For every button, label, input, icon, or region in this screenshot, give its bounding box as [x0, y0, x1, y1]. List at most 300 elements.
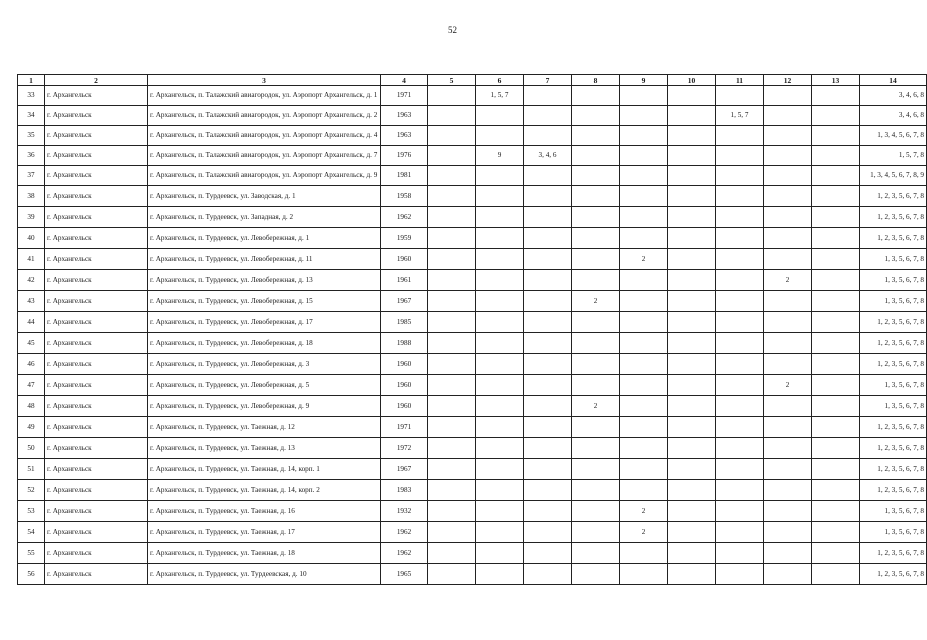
city-cell: г. Архангельск: [45, 354, 148, 375]
column-14-cell: 1, 2, 3, 5, 6, 7, 8: [860, 354, 927, 375]
column-12-cell: [764, 480, 812, 501]
column-8-cell: [572, 501, 620, 522]
column-9-cell: [620, 291, 668, 312]
column-12-cell: [764, 207, 812, 228]
city-cell: г. Архангельск: [45, 186, 148, 207]
table-row: [18, 522, 927, 543]
column-5-cell: [428, 146, 476, 166]
city-cell: г. Архангельск: [45, 438, 148, 459]
city-cell: г. Архангельск: [45, 501, 148, 522]
column-7-cell: [524, 417, 572, 438]
table-row: [18, 166, 927, 186]
address-cell: г. Архангельск, п. Талажский авиагородок, ул. Аэропорт Архангельск, д. 7: [148, 146, 381, 166]
column-11-cell: [716, 207, 764, 228]
column-9-cell: [620, 312, 668, 333]
table-row: [18, 438, 927, 459]
column-7-cell: [524, 438, 572, 459]
table-row: [18, 312, 927, 333]
column-14-cell: 1, 3, 4, 5, 6, 7, 8, 9: [860, 166, 927, 186]
column-9-cell: [620, 459, 668, 480]
column-8-cell: [572, 417, 620, 438]
column-5-cell: [428, 396, 476, 417]
city-cell: г. Архангельск: [45, 543, 148, 564]
column-14-cell: 1, 3, 4, 5, 6, 7, 8: [860, 126, 927, 146]
column-13-cell: [812, 126, 860, 146]
column-11-cell: [716, 126, 764, 146]
year-cell: 1967: [381, 459, 428, 480]
table-row: [18, 564, 927, 585]
city-cell: г. Архангельск: [45, 228, 148, 249]
column-12-cell: [764, 501, 812, 522]
column-10-cell: [668, 106, 716, 126]
table-row: [18, 333, 927, 354]
column-11-cell: [716, 291, 764, 312]
column-8-cell: [572, 438, 620, 459]
column-8-cell: [572, 228, 620, 249]
column-6-cell: [476, 522, 524, 543]
column-11-cell: [716, 543, 764, 564]
column-5-cell: [428, 270, 476, 291]
column-9-cell: 2: [620, 249, 668, 270]
column-11-cell: [716, 459, 764, 480]
column-10-cell: [668, 354, 716, 375]
column-12-cell: 2: [764, 375, 812, 396]
year-cell: 1960: [381, 396, 428, 417]
row-number-cell: 36: [18, 146, 45, 166]
city-cell: г. Архангельск: [45, 417, 148, 438]
column-7-cell: [524, 166, 572, 186]
column-14-cell: 1, 3, 5, 6, 7, 8: [860, 396, 927, 417]
table-row: [18, 146, 927, 166]
column-8-cell: [572, 270, 620, 291]
row-number-cell: 56: [18, 564, 45, 585]
row-number-cell: 49: [18, 417, 45, 438]
address-cell: г. Архангельск, п. Талажский авиагородок, ул. Аэропорт Архангельск, д. 2: [148, 106, 381, 126]
city-cell: г. Архангельск: [45, 86, 148, 106]
row-number-cell: 41: [18, 249, 45, 270]
year-cell: 1960: [381, 354, 428, 375]
column-10-cell: [668, 543, 716, 564]
column-11-cell: 1, 5, 7: [716, 106, 764, 126]
year-cell: 1985: [381, 312, 428, 333]
column-6-cell: [476, 249, 524, 270]
column-header-6: 6: [476, 75, 524, 86]
row-number-cell: 50: [18, 438, 45, 459]
column-8-cell: [572, 106, 620, 126]
column-13-cell: [812, 354, 860, 375]
column-10-cell: [668, 186, 716, 207]
column-7-cell: [524, 480, 572, 501]
column-9-cell: [620, 106, 668, 126]
city-cell: г. Архангельск: [45, 166, 148, 186]
column-14-cell: 1, 3, 5, 6, 7, 8: [860, 375, 927, 396]
column-9-cell: [620, 207, 668, 228]
column-12-cell: [764, 249, 812, 270]
column-5-cell: [428, 564, 476, 585]
table-row: [18, 106, 927, 126]
city-cell: г. Архангельск: [45, 564, 148, 585]
column-5-cell: [428, 228, 476, 249]
column-13-cell: [812, 228, 860, 249]
column-13-cell: [812, 86, 860, 106]
column-10-cell: [668, 166, 716, 186]
column-14-cell: 1, 2, 3, 5, 6, 7, 8: [860, 417, 927, 438]
row-number-cell: 40: [18, 228, 45, 249]
column-6-cell: [476, 564, 524, 585]
column-11-cell: [716, 522, 764, 543]
column-14-cell: 1, 2, 3, 5, 6, 7, 8: [860, 543, 927, 564]
address-cell: г. Архангельск, п. Турдеевск, ул. Таежная, д. 13: [148, 438, 381, 459]
column-5-cell: [428, 480, 476, 501]
address-cell: г. Архангельск, п. Турдеевск, ул. Левобережная, д. 17: [148, 312, 381, 333]
column-7-cell: [524, 207, 572, 228]
column-7-cell: [524, 249, 572, 270]
column-5-cell: [428, 417, 476, 438]
column-12-cell: [764, 438, 812, 459]
column-8-cell: [572, 522, 620, 543]
year-cell: 1981: [381, 166, 428, 186]
year-cell: 1962: [381, 522, 428, 543]
column-7-cell: [524, 312, 572, 333]
column-6-cell: [476, 126, 524, 146]
column-12-cell: [764, 146, 812, 166]
column-14-cell: 1, 2, 3, 5, 6, 7, 8: [860, 312, 927, 333]
column-header-1: 1: [18, 75, 45, 86]
column-12-cell: 2: [764, 270, 812, 291]
column-6-cell: 1, 5, 7: [476, 86, 524, 106]
row-number-cell: 34: [18, 106, 45, 126]
column-10-cell: [668, 207, 716, 228]
column-5-cell: [428, 126, 476, 146]
column-14-cell: 1, 2, 3, 5, 6, 7, 8: [860, 459, 927, 480]
column-5-cell: [428, 166, 476, 186]
page-number: 52: [448, 25, 457, 35]
column-8-cell: [572, 564, 620, 585]
table-row: [18, 126, 927, 146]
column-12-cell: [764, 186, 812, 207]
column-14-cell: 1, 2, 3, 5, 6, 7, 8: [860, 564, 927, 585]
row-number-cell: 44: [18, 312, 45, 333]
address-cell: г. Архангельск, п. Турдеевск, ул. Левобережная, д. 11: [148, 249, 381, 270]
column-6-cell: [476, 207, 524, 228]
column-12-cell: [764, 86, 812, 106]
column-5-cell: [428, 459, 476, 480]
column-header-7: 7: [524, 75, 572, 86]
row-number-cell: 55: [18, 543, 45, 564]
table-row: [18, 270, 927, 291]
column-13-cell: [812, 375, 860, 396]
column-9-cell: [620, 126, 668, 146]
column-9-cell: [620, 564, 668, 585]
year-cell: 1962: [381, 207, 428, 228]
column-header-12: 12: [764, 75, 812, 86]
address-cell: г. Архангельск, п. Турдеевск, ул. Левобережная, д. 5: [148, 375, 381, 396]
address-cell: г. Архангельск, п. Талажский авиагородок, ул. Аэропорт Архангельск, д. 9: [148, 166, 381, 186]
row-number-cell: 39: [18, 207, 45, 228]
column-14-cell: 1, 5, 7, 8: [860, 146, 927, 166]
table-row: [18, 249, 927, 270]
column-8-cell: 2: [572, 396, 620, 417]
table-row: [18, 396, 927, 417]
row-number-cell: 47: [18, 375, 45, 396]
address-cell: г. Архангельск, п. Турдеевск, ул. Таежная, д. 14, корп. 1: [148, 459, 381, 480]
column-10-cell: [668, 459, 716, 480]
column-11-cell: [716, 501, 764, 522]
city-cell: г. Архангельск: [45, 207, 148, 228]
column-6-cell: [476, 270, 524, 291]
year-cell: 1976: [381, 146, 428, 166]
column-14-cell: 1, 2, 3, 5, 6, 7, 8: [860, 438, 927, 459]
column-5-cell: [428, 186, 476, 207]
year-cell: 1972: [381, 438, 428, 459]
city-cell: г. Архангельск: [45, 249, 148, 270]
column-10-cell: [668, 375, 716, 396]
column-14-cell: 3, 4, 6, 8: [860, 86, 927, 106]
row-number-cell: 38: [18, 186, 45, 207]
column-14-cell: 1, 3, 5, 6, 7, 8: [860, 501, 927, 522]
column-14-cell: 1, 3, 5, 6, 7, 8: [860, 522, 927, 543]
city-cell: г. Архангельск: [45, 459, 148, 480]
city-cell: г. Архангельск: [45, 312, 148, 333]
column-11-cell: [716, 438, 764, 459]
row-number-cell: 42: [18, 270, 45, 291]
address-cell: г. Архангельск, п. Турдеевск, ул. Левобережная, д. 9: [148, 396, 381, 417]
year-cell: 1958: [381, 186, 428, 207]
column-7-cell: [524, 126, 572, 146]
column-9-cell: [620, 543, 668, 564]
column-5-cell: [428, 333, 476, 354]
year-cell: 1960: [381, 249, 428, 270]
column-header-8: 8: [572, 75, 620, 86]
column-9-cell: [620, 333, 668, 354]
column-9-cell: [620, 375, 668, 396]
column-5-cell: [428, 375, 476, 396]
column-9-cell: [620, 396, 668, 417]
table-row: [18, 291, 927, 312]
column-11-cell: [716, 270, 764, 291]
column-11-cell: [716, 354, 764, 375]
year-cell: 1983: [381, 480, 428, 501]
column-12-cell: [764, 564, 812, 585]
table-row: [18, 501, 927, 522]
table-row: [18, 207, 927, 228]
column-13-cell: [812, 186, 860, 207]
column-10-cell: [668, 396, 716, 417]
city-cell: г. Архангельск: [45, 333, 148, 354]
column-7-cell: [524, 106, 572, 126]
column-12-cell: [764, 228, 812, 249]
column-13-cell: [812, 522, 860, 543]
column-13-cell: [812, 207, 860, 228]
column-8-cell: 2: [572, 291, 620, 312]
column-13-cell: [812, 146, 860, 166]
column-10-cell: [668, 564, 716, 585]
column-6-cell: [476, 291, 524, 312]
column-6-cell: 9: [476, 146, 524, 166]
column-13-cell: [812, 564, 860, 585]
column-header-14: 14: [860, 75, 927, 86]
column-13-cell: [812, 249, 860, 270]
column-7-cell: [524, 543, 572, 564]
column-7-cell: [524, 522, 572, 543]
column-5-cell: [428, 207, 476, 228]
column-11-cell: [716, 312, 764, 333]
column-10-cell: [668, 480, 716, 501]
table-row: [18, 354, 927, 375]
column-10-cell: [668, 126, 716, 146]
column-7-cell: [524, 291, 572, 312]
table-row: [18, 228, 927, 249]
column-11-cell: [716, 166, 764, 186]
column-6-cell: [476, 228, 524, 249]
column-14-cell: 1, 3, 5, 6, 7, 8: [860, 270, 927, 291]
address-cell: г. Архангельск, п. Талажский авиагородок, ул. Аэропорт Архангельск, д. 4: [148, 126, 381, 146]
column-13-cell: [812, 291, 860, 312]
column-6-cell: [476, 543, 524, 564]
column-5-cell: [428, 438, 476, 459]
table-row: [18, 86, 927, 106]
column-header-10: 10: [668, 75, 716, 86]
column-9-cell: [620, 417, 668, 438]
address-cell: г. Архангельск, п. Турдеевск, ул. Таежная, д. 16: [148, 501, 381, 522]
column-8-cell: [572, 166, 620, 186]
column-8-cell: [572, 86, 620, 106]
column-header-5: 5: [428, 75, 476, 86]
year-cell: 1988: [381, 333, 428, 354]
column-6-cell: [476, 186, 524, 207]
column-5-cell: [428, 86, 476, 106]
column-11-cell: [716, 375, 764, 396]
column-8-cell: [572, 375, 620, 396]
housing-table: [17, 74, 927, 585]
column-7-cell: [524, 564, 572, 585]
city-cell: г. Архангельск: [45, 126, 148, 146]
column-7-cell: [524, 501, 572, 522]
column-10-cell: [668, 291, 716, 312]
row-number-cell: 53: [18, 501, 45, 522]
address-cell: г. Архангельск, п. Турдеевск, ул. Левобережная, д. 18: [148, 333, 381, 354]
row-number-cell: 35: [18, 126, 45, 146]
table-row: [18, 543, 927, 564]
column-6-cell: [476, 459, 524, 480]
column-10-cell: [668, 270, 716, 291]
column-12-cell: [764, 106, 812, 126]
year-cell: 1971: [381, 86, 428, 106]
column-11-cell: [716, 146, 764, 166]
column-13-cell: [812, 459, 860, 480]
column-9-cell: [620, 438, 668, 459]
column-5-cell: [428, 106, 476, 126]
column-6-cell: [476, 106, 524, 126]
column-7-cell: [524, 228, 572, 249]
year-cell: 1961: [381, 270, 428, 291]
column-14-cell: 1, 3, 5, 6, 7, 8: [860, 249, 927, 270]
column-11-cell: [716, 396, 764, 417]
column-12-cell: [764, 396, 812, 417]
column-7-cell: [524, 333, 572, 354]
column-7-cell: 3, 4, 6: [524, 146, 572, 166]
column-8-cell: [572, 146, 620, 166]
year-cell: 1967: [381, 291, 428, 312]
column-6-cell: [476, 480, 524, 501]
column-8-cell: [572, 249, 620, 270]
column-6-cell: [476, 438, 524, 459]
column-7-cell: [524, 86, 572, 106]
column-13-cell: [812, 333, 860, 354]
column-8-cell: [572, 333, 620, 354]
table-row: [18, 375, 927, 396]
column-7-cell: [524, 375, 572, 396]
column-14-cell: 1, 2, 3, 5, 6, 7, 8: [860, 333, 927, 354]
column-12-cell: [764, 417, 812, 438]
address-cell: г. Архангельск, п. Турдеевск, ул. Левобережная, д. 1: [148, 228, 381, 249]
column-header-2: 2: [45, 75, 148, 86]
table-row: [18, 417, 927, 438]
column-10-cell: [668, 86, 716, 106]
column-10-cell: [668, 312, 716, 333]
city-cell: г. Архангельск: [45, 106, 148, 126]
address-cell: г. Архангельск, п. Турдеевск, ул. Левобережная, д. 3: [148, 354, 381, 375]
column-header-3: 3: [148, 75, 381, 86]
table-row: [18, 186, 927, 207]
column-13-cell: [812, 106, 860, 126]
column-5-cell: [428, 543, 476, 564]
column-9-cell: [620, 146, 668, 166]
column-11-cell: [716, 480, 764, 501]
address-cell: г. Архангельск, п. Турдеевск, ул. Левобережная, д. 15: [148, 291, 381, 312]
column-5-cell: [428, 291, 476, 312]
column-9-cell: [620, 354, 668, 375]
city-cell: г. Архангельск: [45, 480, 148, 501]
column-7-cell: [524, 354, 572, 375]
column-13-cell: [812, 438, 860, 459]
column-11-cell: [716, 417, 764, 438]
column-8-cell: [572, 186, 620, 207]
table-header-row: [18, 75, 927, 86]
column-12-cell: [764, 126, 812, 146]
column-11-cell: [716, 86, 764, 106]
column-12-cell: [764, 459, 812, 480]
address-cell: г. Архангельск, п. Турдеевск, ул. Таежная, д. 12: [148, 417, 381, 438]
year-cell: 1965: [381, 564, 428, 585]
address-cell: г. Архангельск, п. Турдеевск, ул. Западная, д. 2: [148, 207, 381, 228]
column-5-cell: [428, 249, 476, 270]
column-11-cell: [716, 333, 764, 354]
table-row: [18, 480, 927, 501]
row-number-cell: 46: [18, 354, 45, 375]
column-6-cell: [476, 166, 524, 186]
column-7-cell: [524, 186, 572, 207]
column-13-cell: [812, 543, 860, 564]
column-12-cell: [764, 312, 812, 333]
column-11-cell: [716, 186, 764, 207]
column-10-cell: [668, 249, 716, 270]
row-number-cell: 37: [18, 166, 45, 186]
column-5-cell: [428, 501, 476, 522]
column-9-cell: 2: [620, 501, 668, 522]
column-9-cell: [620, 186, 668, 207]
column-8-cell: [572, 543, 620, 564]
column-13-cell: [812, 396, 860, 417]
row-number-cell: 52: [18, 480, 45, 501]
year-cell: 1962: [381, 543, 428, 564]
address-cell: г. Архангельск, п. Турдеевск, ул. Таежная, д. 14, корп. 2: [148, 480, 381, 501]
row-number-cell: 54: [18, 522, 45, 543]
column-13-cell: [812, 312, 860, 333]
column-11-cell: [716, 228, 764, 249]
column-14-cell: 1, 2, 3, 5, 6, 7, 8: [860, 480, 927, 501]
column-7-cell: [524, 459, 572, 480]
